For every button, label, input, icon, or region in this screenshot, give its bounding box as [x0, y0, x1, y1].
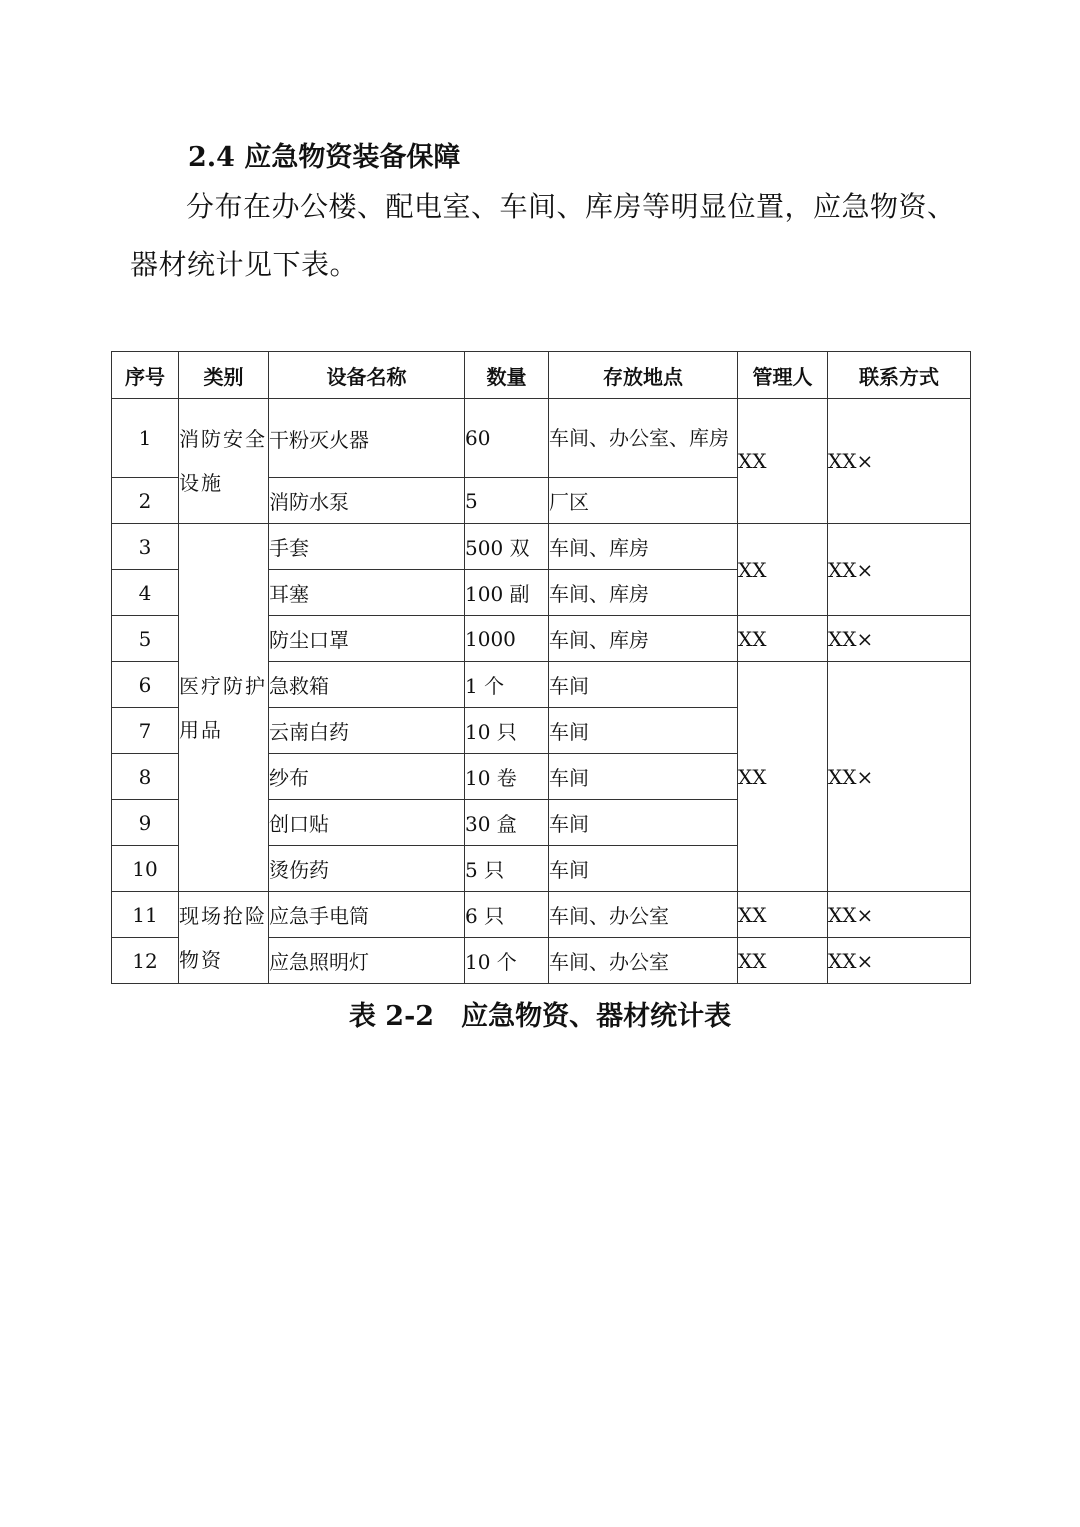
row-no: 4 — [112, 570, 179, 616]
quantity: 60 — [465, 399, 549, 478]
quantity: 6 只 — [465, 892, 549, 938]
equipment-name: 应急照明灯 — [269, 938, 465, 984]
header-no: 序号 — [112, 352, 179, 399]
manager: XX — [738, 662, 828, 892]
equipment-name: 云南白药 — [269, 708, 465, 754]
equipment-name: 消防水泵 — [269, 478, 465, 524]
contact: XX× — [828, 616, 971, 662]
equipment-name: 创口贴 — [269, 800, 465, 846]
location: 车间 — [549, 708, 738, 754]
location: 车间、办公室 — [549, 938, 738, 984]
manager: XX — [738, 524, 828, 616]
manager: XX — [738, 616, 828, 662]
quantity: 1 个 — [465, 662, 549, 708]
contact: XX× — [828, 399, 971, 524]
row-no: 7 — [112, 708, 179, 754]
materials-table — [111, 351, 971, 984]
equipment-name: 急救箱 — [269, 662, 465, 708]
manager: XX — [738, 938, 828, 984]
location: 车间、办公室 — [549, 892, 738, 938]
row-no: 9 — [112, 800, 179, 846]
row-no: 2 — [112, 478, 179, 524]
category-cell: 消防安全设施 — [179, 399, 269, 524]
table-row — [112, 524, 971, 570]
table-caption: 表 2-2 应急物资、器材统计表 — [348, 1001, 732, 1032]
table-header-row — [112, 352, 971, 399]
equipment-name: 应急手电筒 — [269, 892, 465, 938]
contact: XX× — [828, 892, 971, 938]
quantity: 10 卷 — [465, 754, 549, 800]
contact: XX× — [828, 938, 971, 984]
equipment-name: 烫伤药 — [269, 846, 465, 892]
equipment-name: 耳塞 — [269, 570, 465, 616]
location: 车间 — [549, 846, 738, 892]
header-manager: 管理人 — [738, 352, 828, 399]
header-contact: 联系方式 — [828, 352, 971, 399]
quantity: 10 个 — [465, 938, 549, 984]
category-cell: 医疗防护用品 — [179, 524, 269, 892]
quantity: 100 副 — [465, 570, 549, 616]
category-cell: 现场抢险物资 — [179, 892, 269, 984]
header-quantity: 数量 — [465, 352, 549, 399]
location: 车间 — [549, 662, 738, 708]
header-equipment-name: 设备名称 — [269, 352, 465, 399]
contact: XX× — [828, 524, 971, 616]
contact: XX× — [828, 662, 971, 892]
location: 车间、库房 — [549, 570, 738, 616]
table-row — [112, 892, 971, 938]
quantity: 30 盒 — [465, 800, 549, 846]
row-no: 10 — [112, 846, 179, 892]
quantity: 5 — [465, 478, 549, 524]
location: 厂区 — [549, 478, 738, 524]
equipment-name: 纱布 — [269, 754, 465, 800]
manager: XX — [738, 399, 828, 524]
quantity: 10 只 — [465, 708, 549, 754]
row-no: 5 — [112, 616, 179, 662]
row-no: 11 — [112, 892, 179, 938]
row-no: 1 — [112, 399, 179, 478]
table-row — [112, 399, 971, 478]
location: 车间、库房 — [549, 524, 738, 570]
equipment-name: 防尘口罩 — [269, 616, 465, 662]
row-no: 6 — [112, 662, 179, 708]
row-no: 8 — [112, 754, 179, 800]
equipment-name: 手套 — [269, 524, 465, 570]
header-category: 类别 — [179, 352, 269, 399]
section-heading: 2.4 应急物资装备保障 — [188, 142, 461, 173]
quantity: 500 双 — [465, 524, 549, 570]
row-no: 3 — [112, 524, 179, 570]
equipment-name: 干粉灭火器 — [269, 399, 465, 478]
quantity: 1000 — [465, 616, 549, 662]
location: 车间 — [549, 800, 738, 846]
section-paragraph: 分布在办公楼、配电室、车间、库房等明显位置，应急物资、器材统计见下表。 — [130, 190, 956, 281]
manager: XX — [738, 892, 828, 938]
header-location: 存放地点 — [549, 352, 738, 399]
location: 车间、办公室、库房 — [549, 399, 738, 478]
row-no: 12 — [112, 938, 179, 984]
quantity: 5 只 — [465, 846, 549, 892]
location: 车间、库房 — [549, 616, 738, 662]
location: 车间 — [549, 754, 738, 800]
